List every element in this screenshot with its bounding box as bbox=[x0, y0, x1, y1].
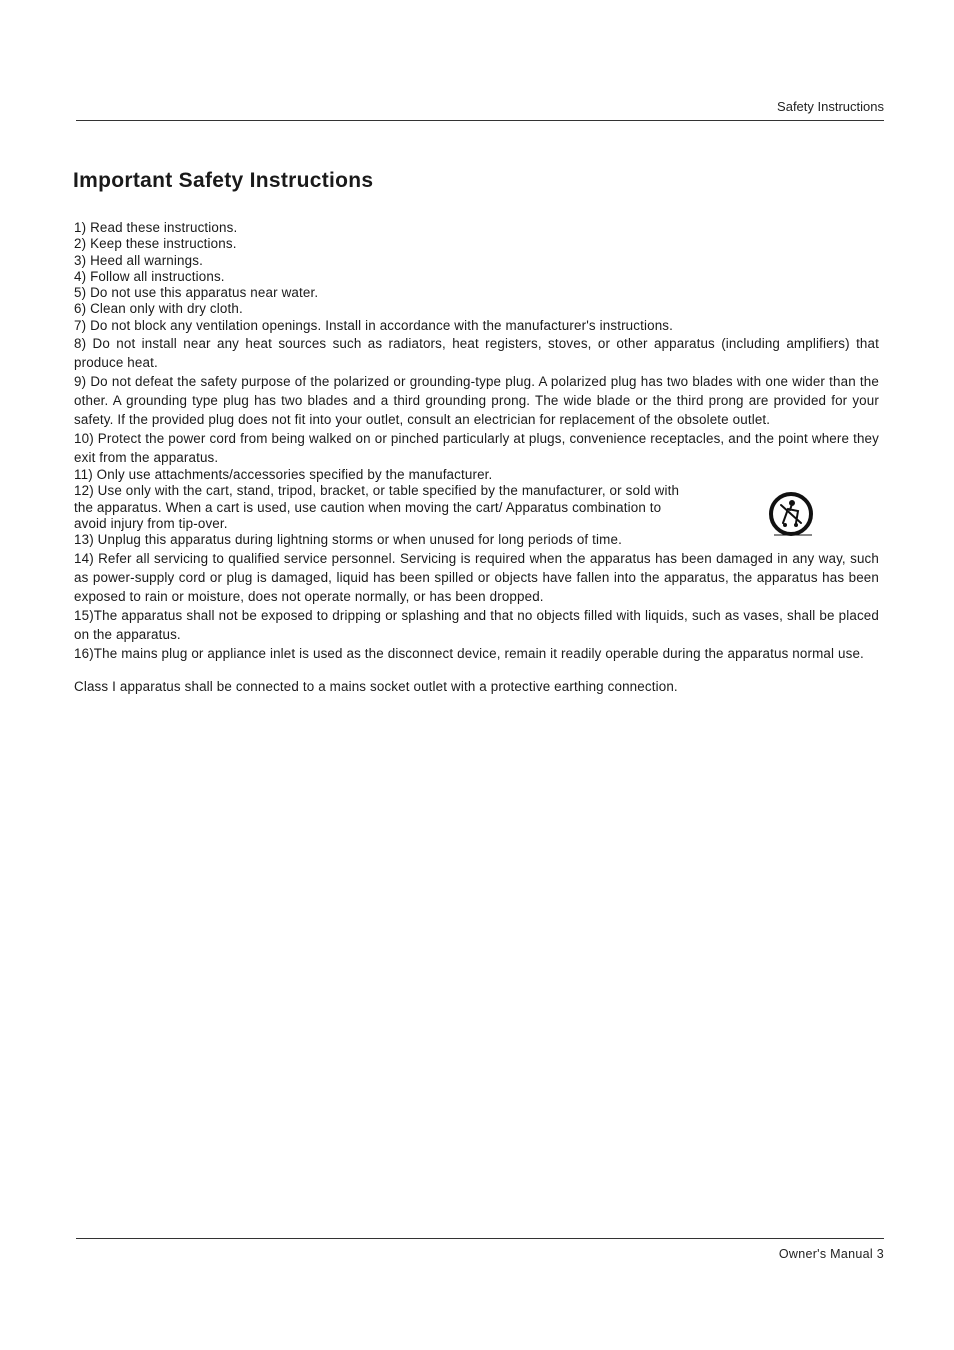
instruction-item-6: 6) Clean only with dry cloth. bbox=[74, 301, 243, 317]
instruction-item-10: 10) Protect the power cord from being walked on or pinched particularly at plugs, convenience receptacles, and the point where they exit from the apparatus. bbox=[74, 431, 879, 466]
instruction-item-15: 15)The apparatus shall not be exposed to dripping or splashing and that no objects filled with liquids, such as vases, shall be placed on the apparatus. bbox=[74, 607, 879, 642]
header-rule bbox=[76, 120, 884, 121]
instruction-item-14: 14) Refer all servicing to qualified service personnel. Servicing is required when the apparatus has been damaged in any way, such as power-supply cord or plug is damaged, liquid has been spilled or objects have fallen into the apparatus, the apparatus has been exposed to rain or moisture, does not operate normally, or has been dropped. bbox=[74, 550, 879, 604]
page-footer: Owner's Manual 3 bbox=[778, 1247, 884, 1261]
instruction-item-12: 12) Use only with the cart, stand, tripod, bracket, or table specified by the manufacturer, or sold with the apparatus. When a cart is used, use caution when moving the cart/ Apparatus combination to avoid injury from tip-over. bbox=[74, 483, 680, 531]
instruction-item-1: 1) Read these instructions. bbox=[74, 220, 238, 235]
instructions-list bbox=[74, 220, 879, 695]
instruction-item-3: 3) Heed all warnings. bbox=[74, 252, 203, 268]
instruction-item-11: 11) Only use attachments/accessories specified by the manufacturer. bbox=[74, 467, 493, 483]
instruction-item-4: 4) Follow all instructions. bbox=[74, 268, 225, 284]
instruction-item-8: 8) Do not install near any heat sources such as radiators, heat registers, stoves, or other apparatus (including amplifiers) that produce heat. bbox=[74, 336, 879, 371]
instruction-item-2: 2) Keep these instructions. bbox=[74, 236, 237, 252]
instruction-item-16: 16)The mains plug or appliance inlet is used as the disconnect device, remain it readily operable during the apparatus normal use. bbox=[74, 645, 864, 661]
instruction-item-5: 5) Do not use this apparatus near water. bbox=[74, 285, 319, 301]
instruction-item-7: 7) Do not block any ventilation openings. Install in accordance with the manufacturer's instructions. bbox=[74, 317, 674, 333]
instruction-item-9: 9) Do not defeat the safety purpose of the polarized or grounding-type plug. A polarized plug has two blades with one wider than the other. A grounding type plug has two blades and a third grounding prong. The wide blade or the third prong are provided for your safety. If the provided plug does not fit into your outlet, consult an electrician for replacement of the obsolete outlet. bbox=[74, 374, 879, 428]
class-note: Class I apparatus shall be connected to a mains socket outlet with a protective earthing connection. bbox=[74, 678, 678, 694]
instruction-item-13: 13) Unplug this apparatus during lightning storms or when unused for long periods of time. bbox=[74, 532, 622, 548]
cart-tip-over-warning-icon bbox=[768, 492, 816, 538]
footer-rule bbox=[76, 1238, 884, 1239]
running-header: Safety Instructions bbox=[777, 99, 884, 114]
page-title: Important Safety Instructions bbox=[73, 169, 374, 192]
